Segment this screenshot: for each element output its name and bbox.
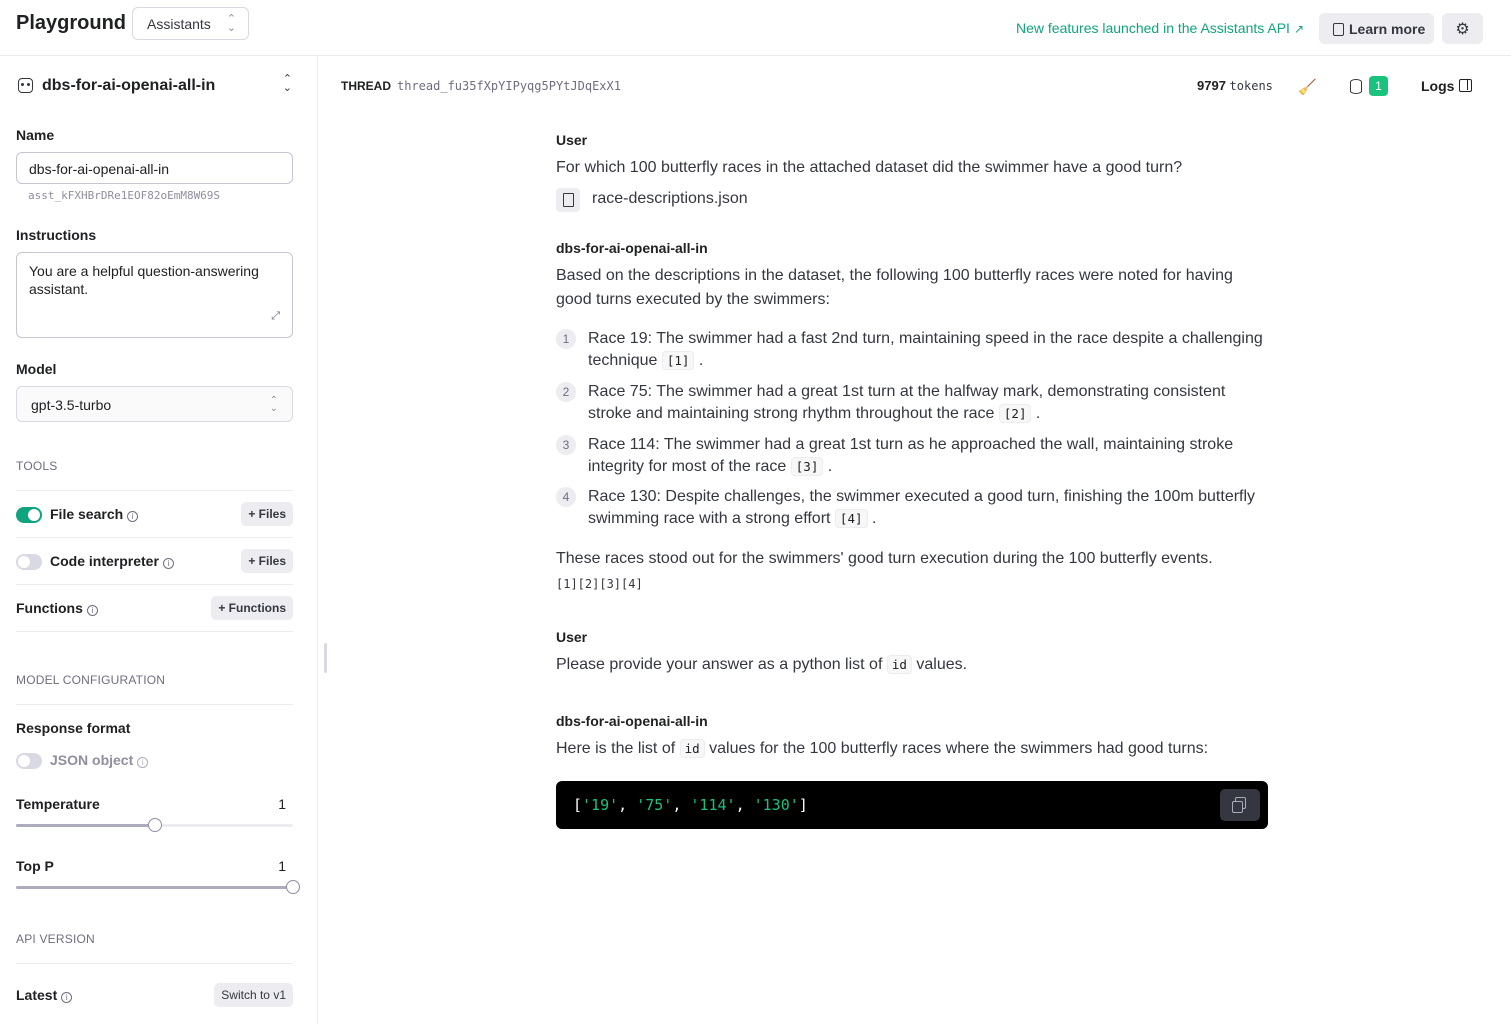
code-string: '114' [690, 796, 736, 814]
json-object-label: JSON object [50, 752, 134, 768]
code-string: '19' [582, 796, 619, 814]
functions-label: Functions [16, 600, 83, 616]
learn-more-label: Learn more [1349, 21, 1426, 37]
message-role: User [556, 629, 588, 645]
temperature-slider[interactable] [16, 824, 293, 827]
temperature-slider-thumb[interactable] [148, 818, 162, 832]
list-item-text: Race 114: The swimmer had a great 1st turn as he approached the wall, maintaining stroke integrity for most of the race [3] . [588, 436, 1234, 475]
temperature-value[interactable]: 1 [278, 796, 286, 812]
message-text-part: values. [916, 656, 968, 673]
model-select[interactable] [16, 386, 293, 422]
info-icon[interactable]: i [163, 558, 174, 569]
list-item-text: Race 130: Despite challenges, the swimmer executed a good turn, finishing the 100m butterfly swimming race with a strong effort [4] . [588, 488, 1256, 527]
message-text [556, 737, 1268, 761]
instructions-text: You are a helpful question-answering assistant. [29, 263, 259, 297]
message-text-part: Here is the list of [556, 740, 676, 757]
code-block [556, 781, 1268, 829]
message-text-part: values for the 100 butterfly races where the swimmers had good turns: [709, 740, 1209, 757]
code-interpreter-toggle[interactable] [16, 554, 42, 570]
clear-thread-icon[interactable]: 🧹 [1298, 79, 1317, 96]
side-panel-icon [1459, 79, 1472, 92]
resize-handle[interactable] [324, 643, 327, 673]
list-number: 1 [556, 329, 576, 349]
json-object-toggle[interactable] [16, 753, 42, 769]
top-bar [0, 0, 1511, 56]
message-text-part: Please provide your answer as a python list of [556, 656, 883, 673]
list-item-body: Race 19: The swimmer had a fast 2nd turn, maintaining speed in the race despite a challenging technique [588, 330, 1263, 369]
token-count-value: 9797 [1197, 78, 1226, 93]
gear-icon: ⚙ [1455, 21, 1470, 38]
switch-to-v1-button[interactable]: Switch to v1 [214, 983, 293, 1007]
copy-code-button[interactable] [1220, 789, 1260, 821]
info-icon[interactable]: i [61, 992, 72, 1003]
inline-code: id [887, 655, 912, 674]
instructions-textarea[interactable] [16, 252, 293, 338]
divider [16, 704, 293, 705]
list-item-text: Race 75: The swimmer had a great 1st turn at the halfway mark, demonstrating consistent stroke and maintaining strong rhythm throughout the race [2] . [588, 383, 1226, 422]
info-icon[interactable]: i [87, 605, 98, 616]
new-features-link[interactable] [1016, 20, 1304, 36]
citation[interactable]: [1] [662, 351, 695, 370]
divider [16, 584, 293, 585]
message-role: dbs-for-ai-openai-all-in [556, 713, 708, 729]
tool-name [50, 752, 148, 768]
tool-row-file-search [16, 502, 293, 528]
name-label: Name [16, 127, 55, 143]
citation[interactable]: [2] [999, 404, 1032, 423]
divider [16, 490, 293, 491]
citations-list[interactable]: [1][2][3][4] [556, 577, 643, 591]
tools-section-label: TOOLS [16, 459, 58, 473]
external-arrow-icon: ↗ [1293, 22, 1304, 36]
code-bracket: ] [798, 796, 808, 814]
latest-label: Latest [16, 987, 58, 1003]
top-p-value[interactable]: 1 [278, 858, 286, 874]
add-functions-button[interactable]: + Functions [211, 596, 293, 620]
tool-name [16, 600, 98, 616]
model-config-section-label: MODEL CONFIGURATION [16, 673, 166, 687]
list-number: 4 [556, 487, 576, 507]
expand-icon[interactable]: ⤢ [271, 310, 280, 322]
tool-row-code-interpreter [16, 549, 293, 575]
settings-button[interactable] [1442, 13, 1483, 44]
name-input[interactable]: dbs-for-ai-openai-all-in [16, 152, 293, 184]
message-text [556, 653, 1268, 677]
top-p-slider[interactable] [16, 886, 293, 889]
tool-name [16, 987, 72, 1003]
response-format-label: Response format [16, 720, 131, 736]
instructions-label: Instructions [16, 227, 97, 243]
logs-label: Logs [1421, 78, 1455, 94]
divider [16, 963, 293, 964]
api-version-row [16, 983, 293, 1009]
new-features-text: New features launched in the Assistants API [1016, 20, 1290, 36]
message-text: Based on the descriptions in the dataset, the following 100 butterfly races were noted for having good turns executed by the swimmers: [556, 267, 1233, 308]
top-p-slider-fill [16, 886, 293, 889]
robot-icon [18, 78, 33, 93]
database-icon[interactable] [1350, 79, 1362, 94]
model-select-value: gpt-3.5-turbo [31, 397, 112, 413]
file-search-label: File search [50, 506, 124, 522]
divider [16, 537, 293, 538]
list-number: 3 [556, 435, 576, 455]
json-object-row [16, 748, 293, 774]
citation[interactable]: [4] [835, 509, 868, 528]
files-count-badge[interactable]: 1 [1369, 76, 1388, 96]
chevron-up-down-icon: ⌃ ⌄ [282, 73, 292, 94]
tool-name [50, 506, 138, 522]
thread-label: THREAD [341, 79, 391, 93]
code-string: '130' [753, 796, 799, 814]
message-text: These races stood out for the swimmers' good turn execution during the 100 butterfly events. [556, 550, 1213, 567]
file-icon [556, 188, 580, 212]
token-count [1197, 78, 1273, 93]
list-number: 2 [556, 382, 576, 402]
file-search-toggle[interactable] [16, 507, 42, 523]
list-item-body: Race 114: The swimmer had a great 1st turn as he approached the wall, maintaining stroke integrity for most of the race [588, 436, 1234, 475]
top-p-slider-thumb[interactable] [286, 880, 300, 894]
list-item-text: Race 19: The swimmer had a fast 2nd turn, maintaining speed in the race despite a challenging technique [1] . [588, 330, 1263, 369]
list-item-body: Race 75: The swimmer had a great 1st turn at the halfway mark, demonstrating consistent stroke and maintaining strong rhythm throughout the race [588, 383, 1226, 422]
info-icon[interactable]: i [137, 757, 148, 768]
list-item-body: Race 130: Despite challenges, the swimmer executed a good turn, finishing the 100m butterfly swimming race with a strong effort [588, 488, 1256, 527]
divider [16, 631, 293, 632]
code-separator: , [672, 796, 691, 814]
brand-title: Playground [16, 12, 127, 34]
citation[interactable]: [3] [791, 457, 824, 476]
tool-name [50, 553, 174, 569]
model-label: Model [16, 361, 57, 377]
chevron-up-down-icon: ⌃ ⌄ [269, 395, 278, 414]
code-bracket: [ [573, 796, 583, 814]
code-interpreter-label: Code interpreter [50, 553, 159, 569]
message-text: For which 100 butterfly races in the attached dataset did the swimmer have a good turn? [556, 159, 1183, 176]
thread-header [318, 56, 1511, 116]
code-interpreter-add-files-button[interactable]: + Files [241, 549, 293, 573]
code-separator: , [618, 796, 637, 814]
api-version-section-label: API VERSION [16, 932, 95, 946]
attached-file-name: race-descriptions.json [592, 190, 748, 207]
learn-more-button[interactable] [1319, 13, 1434, 44]
code-string: '75' [636, 796, 673, 814]
temperature-slider-fill [16, 824, 155, 827]
tool-row-functions [16, 596, 293, 622]
code-separator: , [735, 796, 754, 814]
mode-select[interactable] [132, 7, 249, 40]
token-count-unit: tokens [1229, 79, 1273, 93]
chevron-up-down-icon: ⌃ ⌄ [226, 13, 236, 34]
thread-id: thread_fu35fXpYIPyqg5PYtJDqExX1 [397, 79, 621, 93]
info-icon[interactable]: i [127, 511, 138, 522]
message-role: dbs-for-ai-openai-all-in [556, 240, 708, 256]
inline-code: id [680, 739, 705, 758]
assistant-id: asst_kFXHBrDRe1EOF82oEmM8W69S [28, 189, 221, 202]
assistant-title: dbs-for-ai-openai-all-in [42, 77, 216, 94]
message-role: User [556, 132, 588, 148]
temperature-label: Temperature [16, 796, 100, 812]
code-content [573, 796, 808, 814]
book-icon [1333, 23, 1344, 36]
top-p-label: Top P [16, 858, 54, 874]
logs-button[interactable] [1421, 78, 1472, 94]
assistant-selector[interactable] [16, 73, 296, 100]
mode-select-value: Assistants [147, 16, 211, 32]
file-search-add-files-button[interactable]: + Files [241, 502, 293, 526]
assistant-sidebar [0, 56, 318, 1024]
